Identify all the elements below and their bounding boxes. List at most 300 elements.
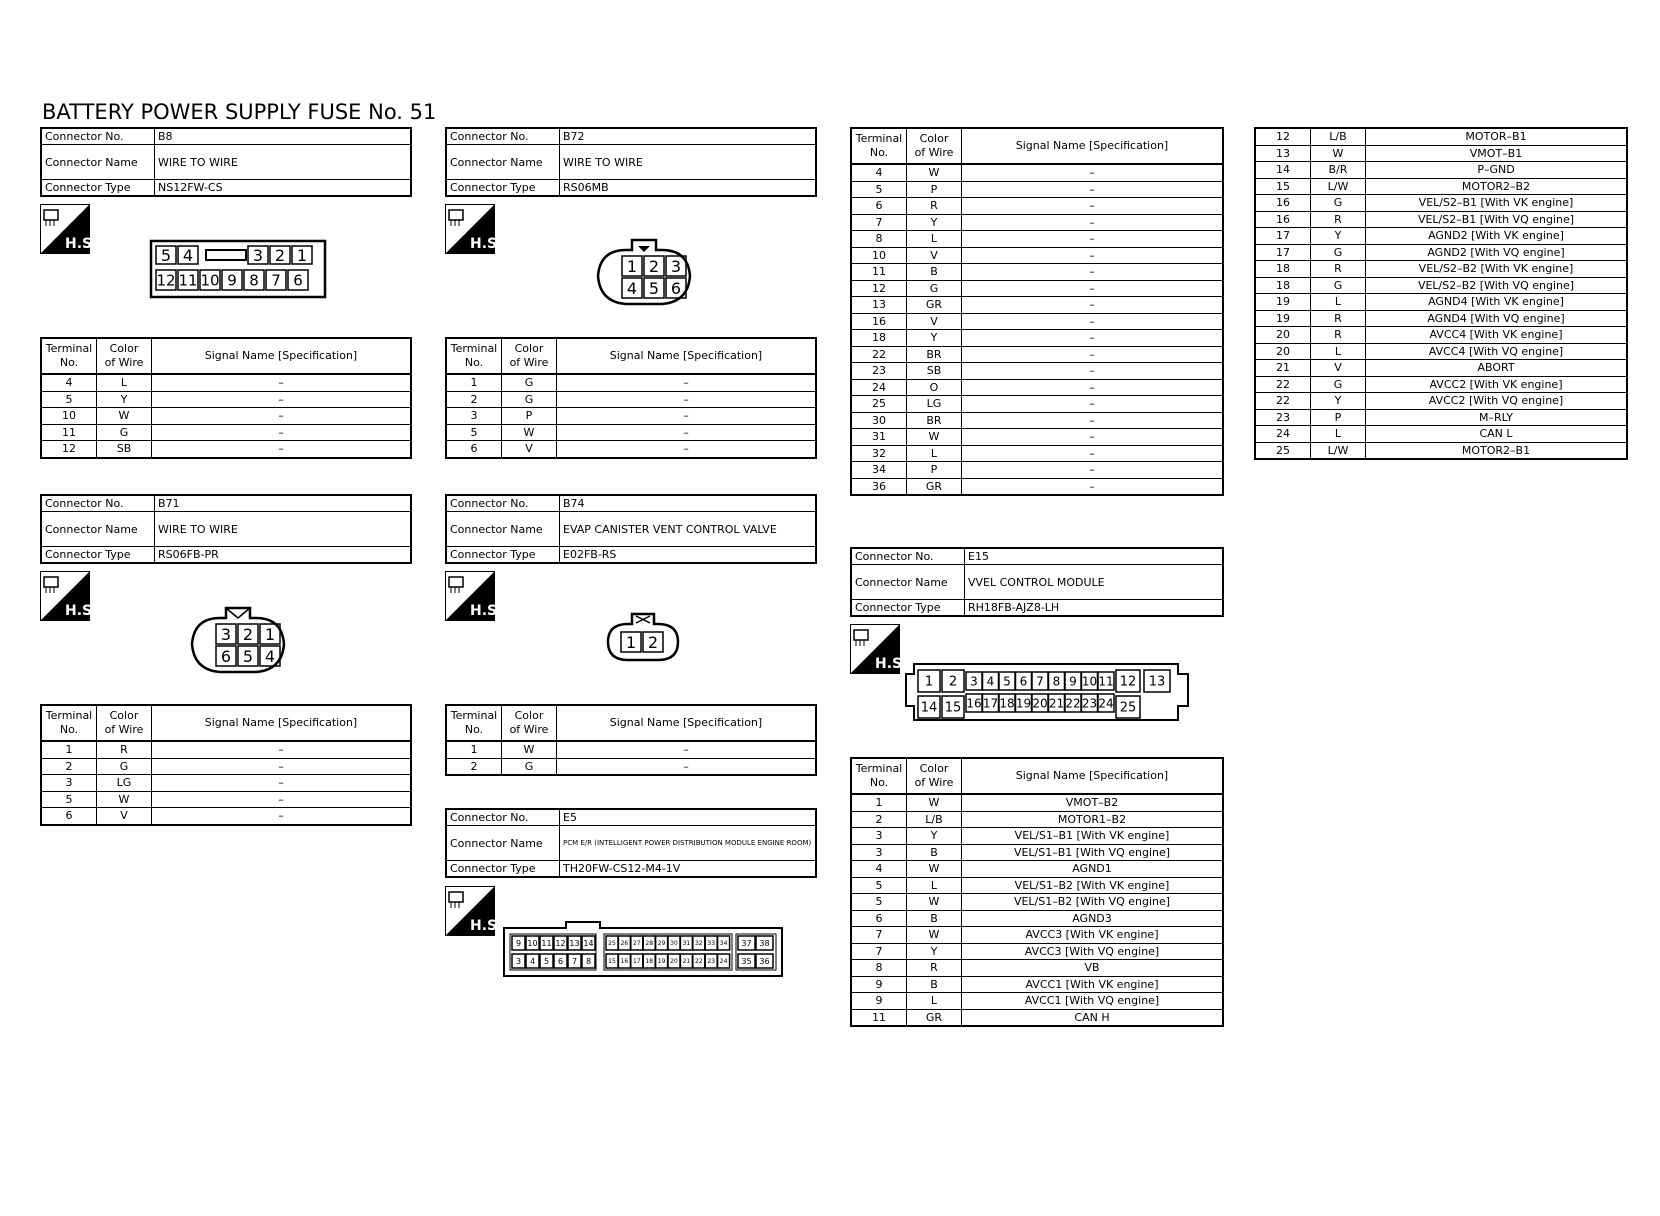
hs-icon [40, 571, 98, 621]
terminal-no-cell: 17 [1255, 244, 1311, 261]
signal-name-cell: – [557, 424, 817, 441]
wire-color-cell: L [907, 445, 962, 462]
table-row [851, 363, 1223, 380]
wire-color-cell: W [502, 424, 557, 441]
signal-name-cell: – [962, 247, 1224, 264]
wire-color-cell: L [1311, 343, 1366, 360]
pin-number: 7 [1036, 674, 1044, 689]
terminal-no-cell: 8 [851, 960, 907, 977]
terminal-no-cell: 18 [851, 330, 907, 347]
signal-name-cell: AVCC4 [With VQ engine] [1366, 343, 1628, 360]
terminal-no-cell: 3 [851, 828, 907, 845]
pin-number: 2 [647, 632, 659, 652]
terminal-no-cell: 22 [1255, 376, 1311, 393]
terminal-no-cell: 16 [1255, 195, 1311, 212]
table-row [1255, 343, 1627, 360]
signal-name-cell: AVCC4 [With VK engine] [1366, 327, 1628, 344]
signal-name-cell: – [152, 408, 412, 425]
signal-name-cell: VEL/S1–B1 [With VQ engine] [962, 844, 1224, 861]
pin-number: 8 [249, 271, 259, 290]
wire-color-cell: G [907, 280, 962, 297]
header-color: Color of Wire [97, 705, 152, 741]
terminal-no-cell: 16 [1255, 211, 1311, 228]
connector-name-value: PCM E/R (INTELLIGENT POWER DISTRIBUTION MODULE ENGINE ROOM) [560, 826, 817, 861]
terminal-table-e15-part3 [1254, 127, 1628, 460]
terminal-no-cell: 4 [851, 861, 907, 878]
signal-name-cell: – [962, 181, 1224, 198]
connector-type-value: TH20FW-CS12-M4-1V [560, 861, 817, 878]
pin-number: 9 [1069, 674, 1077, 689]
pin-number: 30 [670, 940, 678, 948]
connector-no-value: B71 [155, 495, 412, 512]
pin-number: 3 [970, 674, 978, 689]
pin-number: 5 [160, 245, 172, 265]
signal-name-cell: VEL/S2–B2 [With VK engine] [1366, 261, 1628, 278]
pin-number: 15 [608, 958, 616, 966]
pin-number: 5 [543, 956, 550, 966]
wire-color-cell: Y [907, 330, 962, 347]
pin-number: 6 [293, 271, 303, 290]
pin-number: 24 [719, 958, 728, 966]
pin-number: 20 [670, 958, 678, 966]
table-row [1255, 426, 1627, 443]
wire-color-cell: G [502, 758, 557, 775]
table-row [851, 429, 1223, 446]
signal-name-cell: AVCC3 [With VK engine] [962, 927, 1224, 944]
pin-number: 11 [541, 938, 552, 948]
terminal-no-cell: 18 [1255, 277, 1311, 294]
pin-number: 2 [242, 624, 254, 644]
pin-number: 25 [608, 940, 616, 948]
connector-diagram-e5 [502, 918, 784, 980]
table-row [851, 960, 1223, 977]
connector-info-b74 [445, 494, 817, 564]
table-row [1255, 128, 1627, 145]
hs-icon [445, 571, 503, 621]
connector-info-e5 [445, 808, 817, 878]
terminal-no-cell: 3 [851, 844, 907, 861]
pin-number: 10 [1081, 674, 1098, 689]
terminal-no-cell: 7 [851, 927, 907, 944]
signal-name-cell: AVCC2 [With VQ engine] [1366, 393, 1628, 410]
table-row [41, 775, 411, 792]
wire-color-cell: SB [907, 363, 962, 380]
wire-color-cell: G [502, 391, 557, 408]
terminal-no-cell: 2 [446, 758, 502, 775]
table-row [851, 396, 1223, 413]
terminal-no-cell: 7 [851, 214, 907, 231]
terminal-no-cell: 19 [1255, 310, 1311, 327]
signal-name-cell: M–RLY [1366, 409, 1628, 426]
wire-color-cell: G [1311, 277, 1366, 294]
table-row [446, 758, 816, 775]
signal-name-cell: – [962, 462, 1224, 479]
pin-number: 2 [274, 245, 286, 265]
header-color: Color of Wire [502, 338, 557, 374]
terminal-no-cell: 1 [446, 374, 502, 391]
table-row [1255, 442, 1627, 459]
signal-name-cell: – [152, 775, 412, 792]
signal-name-cell: VEL/S2–B2 [With VQ engine] [1366, 277, 1628, 294]
signal-name-cell: VEL/S2–B1 [With VQ engine] [1366, 211, 1628, 228]
signal-name-cell: MOTOR2–B1 [1366, 442, 1628, 459]
hs-icon [40, 204, 98, 254]
table-row [851, 181, 1223, 198]
pin-number: 24 [1098, 696, 1114, 711]
pin-number: 7 [271, 271, 281, 290]
table-row [851, 844, 1223, 861]
pin-number: 6 [1019, 674, 1028, 689]
terminal-no-cell: 11 [851, 1009, 907, 1026]
terminal-no-cell: 2 [446, 391, 502, 408]
wire-color-cell: LG [907, 396, 962, 413]
terminal-no-cell: 20 [1255, 343, 1311, 360]
signal-name-cell: – [962, 363, 1224, 380]
signal-name-cell: MOTOR1–B2 [962, 811, 1224, 828]
header-signal: Signal Name [Specification] [557, 338, 817, 374]
terminal-no-cell: 5 [41, 391, 97, 408]
table-row [41, 424, 411, 441]
signal-name-cell: – [962, 429, 1224, 446]
wire-color-cell: G [1311, 195, 1366, 212]
wire-color-cell: R [1311, 211, 1366, 228]
wire-color-cell: R [1311, 310, 1366, 327]
table-row [1255, 360, 1627, 377]
wire-color-cell: GR [907, 297, 962, 314]
terminal-no-cell: 5 [851, 181, 907, 198]
wire-color-cell: R [907, 198, 962, 215]
wire-color-cell: L/B [1311, 128, 1366, 145]
table-row [1255, 178, 1627, 195]
wire-color-cell: B [907, 264, 962, 281]
terminal-no-cell: 12 [851, 280, 907, 297]
terminal-no-cell: 17 [1255, 228, 1311, 245]
wire-color-cell: L/W [1311, 442, 1366, 459]
hs-icon [850, 624, 908, 674]
terminal-table-b71 [40, 704, 412, 826]
header-terminal-no: Terminal No. [851, 128, 907, 164]
pin-number: 1 [924, 674, 934, 690]
terminal-no-cell: 30 [851, 412, 907, 429]
terminal-table-e15-part1 [850, 127, 1224, 496]
wire-color-cell: Y [907, 828, 962, 845]
wire-color-cell: R [1311, 261, 1366, 278]
terminal-no-cell: 25 [1255, 442, 1311, 459]
connector-name-value: WIRE TO WIRE [155, 145, 412, 180]
pin-number: 36 [759, 956, 770, 966]
wire-color-cell: W [907, 429, 962, 446]
terminal-no-cell: 25 [851, 396, 907, 413]
terminal-no-cell: 13 [851, 297, 907, 314]
table-row [851, 910, 1223, 927]
table-row [851, 280, 1223, 297]
wire-color-cell: V [97, 808, 152, 825]
pin-number: 3 [220, 624, 232, 644]
label-connector-name: Connector Name [41, 512, 155, 547]
connector-no-value: B8 [155, 128, 412, 145]
wire-color-cell: W [907, 861, 962, 878]
wire-color-cell: B [907, 844, 962, 861]
terminal-no-cell: 16 [851, 313, 907, 330]
wire-color-cell: W [907, 164, 962, 181]
table-row [1255, 310, 1627, 327]
wire-color-cell: L [907, 231, 962, 248]
table-row [851, 379, 1223, 396]
signal-name-cell: – [962, 280, 1224, 297]
header-terminal-no: Terminal No. [41, 338, 97, 374]
terminal-no-cell: 12 [1255, 128, 1311, 145]
pin-number: 23 [707, 958, 716, 966]
terminal-no-cell: 2 [41, 758, 97, 775]
label-connector-no: Connector No. [851, 548, 965, 565]
pin-number: 31 [682, 940, 691, 948]
wire-color-cell: V [907, 313, 962, 330]
table-row [851, 264, 1223, 281]
signal-name-cell: VB [962, 960, 1224, 977]
pin-number: 29 [657, 940, 666, 948]
connector-diagram-b71 [190, 604, 286, 676]
terminal-no-cell: 36 [851, 478, 907, 495]
label-connector-type: Connector Type [41, 547, 155, 564]
connector-diagram-b8 [150, 240, 326, 300]
pin-number: 1 [296, 245, 308, 265]
pin-number: 28 [645, 940, 654, 948]
terminal-table-b8 [40, 337, 412, 459]
signal-name-cell: – [962, 313, 1224, 330]
wire-color-cell: W [907, 894, 962, 911]
wire-color-cell: L [1311, 294, 1366, 311]
connector-no-value: E15 [965, 548, 1224, 565]
terminal-no-cell: 1 [851, 794, 907, 811]
wire-color-cell: L [1311, 426, 1366, 443]
wire-color-cell: P [907, 181, 962, 198]
table-row [851, 164, 1223, 181]
pin-number: 19 [1015, 696, 1032, 711]
table-row [851, 247, 1223, 264]
signal-name-cell: – [152, 808, 412, 825]
label-connector-no: Connector No. [446, 128, 560, 145]
table-row [1255, 376, 1627, 393]
pin-number: 33 [707, 940, 716, 948]
terminal-no-cell: 5 [851, 877, 907, 894]
wire-color-cell: L/B [907, 811, 962, 828]
signal-name-cell: – [962, 478, 1224, 495]
signal-name-cell: AVCC1 [With VQ engine] [962, 993, 1224, 1010]
label-connector-no: Connector No. [41, 495, 155, 512]
terminal-no-cell: 9 [851, 976, 907, 993]
connector-info-e15 [850, 547, 1224, 617]
table-row [851, 445, 1223, 462]
terminal-no-cell: 1 [446, 741, 502, 758]
pin-number: 11 [178, 271, 198, 290]
signal-name-cell: MOTOR2–B2 [1366, 178, 1628, 195]
pin-number: 1 [626, 256, 638, 276]
wire-color-cell: V [907, 247, 962, 264]
header-color: Color of Wire [907, 128, 962, 164]
connector-diagram-b72 [596, 236, 692, 308]
hs-label: H.S. [470, 236, 503, 252]
hs-label: H.S. [65, 236, 98, 252]
wire-color-cell: GR [907, 1009, 962, 1026]
wire-color-cell: Y [907, 214, 962, 231]
pin-number: 12 [555, 938, 566, 948]
terminal-no-cell: 3 [41, 775, 97, 792]
pin-number: 22 [694, 958, 703, 966]
connector-no-value: B74 [560, 495, 817, 512]
terminal-no-cell: 3 [446, 408, 502, 425]
signal-name-cell: AGND4 [With VK engine] [1366, 294, 1628, 311]
table-row [41, 408, 411, 425]
pin-number: 26 [620, 940, 629, 948]
terminal-no-cell: 20 [1255, 327, 1311, 344]
signal-name-cell: AGND3 [962, 910, 1224, 927]
label-connector-name: Connector Name [446, 145, 560, 180]
table-row [41, 808, 411, 825]
connector-type-value: NS12FW-CS [155, 180, 412, 197]
signal-name-cell: – [962, 346, 1224, 363]
signal-name-cell: – [962, 231, 1224, 248]
terminal-no-cell: 8 [851, 231, 907, 248]
pin-number: 4 [626, 278, 638, 298]
terminal-no-cell: 7 [851, 943, 907, 960]
signal-name-cell: VEL/S1–B2 [With VQ engine] [962, 894, 1224, 911]
wire-color-cell: O [907, 379, 962, 396]
connector-diagram-e15 [904, 658, 1192, 724]
wire-color-cell: BR [907, 346, 962, 363]
table-row [41, 791, 411, 808]
table-row [851, 231, 1223, 248]
pin-number: 3 [670, 256, 682, 276]
pin-number: 8 [1052, 674, 1061, 689]
signal-name-cell: – [557, 374, 817, 391]
pin-number: 21 [1048, 696, 1065, 711]
terminal-no-cell: 34 [851, 462, 907, 479]
wire-color-cell: W [97, 791, 152, 808]
hs-label: H.S. [875, 656, 908, 672]
terminal-table-b72 [445, 337, 817, 459]
wire-color-cell: Y [1311, 228, 1366, 245]
terminal-no-cell: 10 [851, 247, 907, 264]
wire-color-cell: W [502, 741, 557, 758]
wire-color-cell: G [97, 424, 152, 441]
header-signal: Signal Name [Specification] [557, 705, 817, 741]
terminal-no-cell: 23 [851, 363, 907, 380]
label-connector-type: Connector Type [851, 600, 965, 617]
wire-color-cell: B [907, 910, 962, 927]
header-color: Color of Wire [97, 338, 152, 374]
pin-number: 5 [1003, 674, 1011, 689]
pin-number: 1 [625, 632, 637, 652]
terminal-table-e15-part2 [850, 757, 1224, 1027]
pin-number: 17 [982, 696, 999, 711]
table-row [851, 462, 1223, 479]
connector-name-value: WIRE TO WIRE [560, 145, 817, 180]
label-connector-no: Connector No. [446, 809, 560, 826]
wire-color-cell: SB [97, 441, 152, 458]
terminal-table-b74 [445, 704, 817, 776]
table-row [1255, 327, 1627, 344]
signal-name-cell: – [962, 412, 1224, 429]
table-row [446, 374, 816, 391]
table-row [851, 346, 1223, 363]
connector-info-b71 [40, 494, 412, 564]
connector-type-value: RS06MB [560, 180, 817, 197]
pin-number: 38 [759, 938, 770, 948]
pin-number: 9 [515, 938, 522, 948]
wire-color-cell: B/R [1311, 162, 1366, 179]
terminal-no-cell: 23 [1255, 409, 1311, 426]
wire-color-cell: R [97, 741, 152, 758]
pin-number: 2 [948, 674, 958, 690]
terminal-no-cell: 1 [41, 741, 97, 758]
table-row [851, 330, 1223, 347]
wire-color-cell: G [1311, 376, 1366, 393]
signal-name-cell: – [557, 391, 817, 408]
pin-number: 6 [220, 646, 232, 666]
connector-no-value: B72 [560, 128, 817, 145]
wire-color-cell: W [97, 408, 152, 425]
wire-color-cell: P [1311, 409, 1366, 426]
wire-color-cell: R [1311, 327, 1366, 344]
header-signal: Signal Name [Specification] [962, 758, 1224, 794]
signal-name-cell: VEL/S1–B1 [With VK engine] [962, 828, 1224, 845]
table-row [851, 297, 1223, 314]
signal-name-cell: AVCC2 [With VK engine] [1366, 376, 1628, 393]
terminal-no-cell: 24 [1255, 426, 1311, 443]
signal-name-cell: P–GND [1366, 162, 1628, 179]
connector-no-value: E5 [560, 809, 817, 826]
terminal-no-cell: 2 [851, 811, 907, 828]
connector-type-value: RS06FB-PR [155, 547, 412, 564]
signal-name-cell: – [152, 791, 412, 808]
signal-name-cell: – [962, 214, 1224, 231]
wire-color-cell: L [97, 374, 152, 391]
terminal-no-cell: 14 [1255, 162, 1311, 179]
signal-name-cell: AVCC1 [With VK engine] [962, 976, 1224, 993]
table-row [41, 741, 411, 758]
signal-name-cell: – [557, 441, 817, 458]
table-row [851, 877, 1223, 894]
terminal-no-cell: 12 [41, 441, 97, 458]
connector-name-value: VVEL CONTROL MODULE [965, 565, 1224, 600]
header-terminal-no: Terminal No. [41, 705, 97, 741]
wire-color-cell: R [907, 960, 962, 977]
pin-number: 1 [264, 624, 276, 644]
wire-color-cell: L [907, 993, 962, 1010]
signal-name-cell: – [962, 164, 1224, 181]
table-row [41, 391, 411, 408]
table-row [1255, 261, 1627, 278]
wire-color-cell: L [907, 877, 962, 894]
signal-name-cell: VMOT–B1 [1366, 145, 1628, 162]
table-row [1255, 393, 1627, 410]
connector-type-value: E02FB-RS [560, 547, 817, 564]
pin-number: 3 [515, 956, 522, 966]
wire-color-cell: V [1311, 360, 1366, 377]
pin-number: 14 [583, 938, 594, 948]
wire-color-cell: P [907, 462, 962, 479]
wire-color-cell: W [1311, 145, 1366, 162]
signal-name-cell: CAN H [962, 1009, 1224, 1026]
wire-color-cell: GR [907, 478, 962, 495]
header-signal: Signal Name [Specification] [962, 128, 1224, 164]
signal-name-cell: – [152, 758, 412, 775]
signal-name-cell: – [962, 264, 1224, 281]
header-terminal-no: Terminal No. [446, 705, 502, 741]
pin-number: 10 [527, 938, 538, 948]
terminal-no-cell: 6 [851, 910, 907, 927]
table-row [446, 391, 816, 408]
